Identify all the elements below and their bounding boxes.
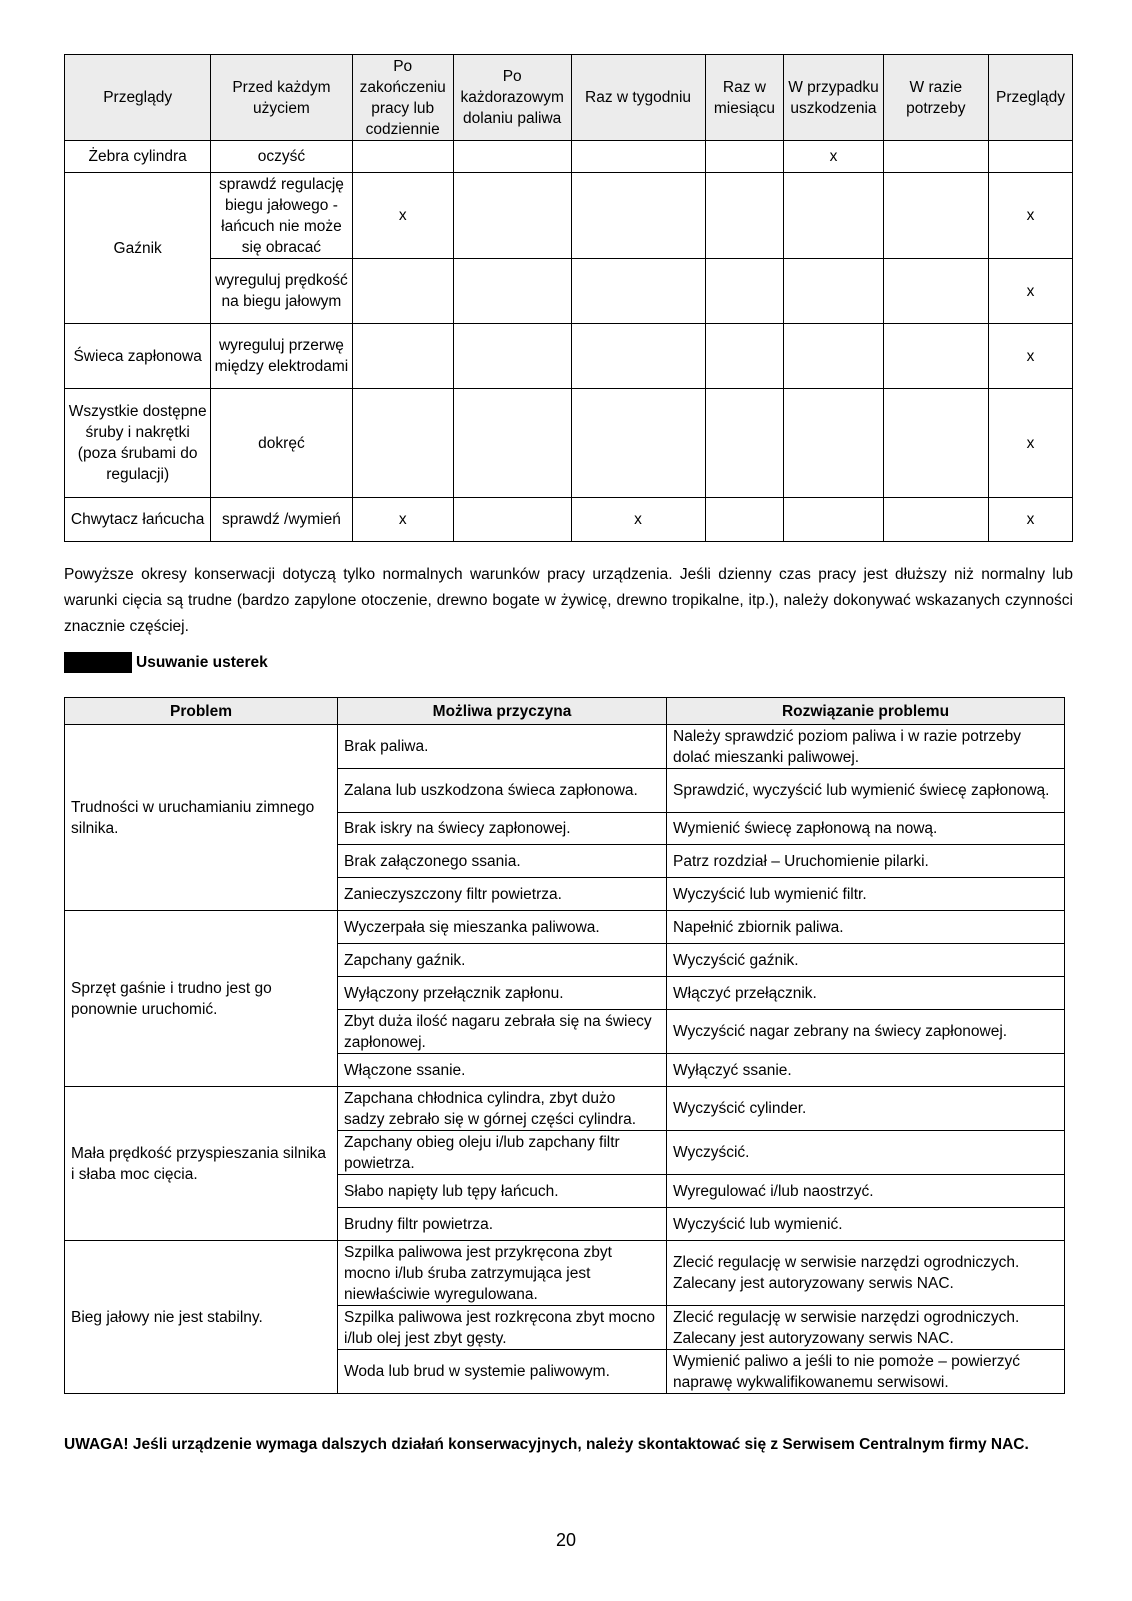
table-cell [453, 389, 571, 498]
table-cell: Gaźnik [65, 173, 211, 324]
table-cell [705, 498, 784, 542]
table-cell: x [989, 259, 1073, 324]
table-row [65, 1241, 1065, 1306]
header-cell: W przypadku uszkodzenia [784, 55, 883, 141]
table-cell: wyreguluj prędkość na biegu jałowym [211, 259, 352, 324]
table-cell [705, 259, 784, 324]
solution-cell: Wyczyścić cylinder. [667, 1087, 1065, 1131]
header-cell: W razie potrzeby [883, 55, 988, 141]
solution-cell: Sprawdzić, wyczyścić lub wymienić świecę zapłonową. [667, 769, 1065, 813]
cause-cell: Brudny filtr powietrza. [338, 1208, 667, 1241]
troubleshooting-table [64, 697, 1065, 1394]
table-cell: oczyść [211, 141, 352, 173]
table-cell: x [352, 498, 453, 542]
table-cell [453, 259, 571, 324]
cause-cell: Brak iskry na świecy zapłonowej. [338, 813, 667, 845]
header-cell: Raz w miesiącu [705, 55, 784, 141]
solution-cell: Wyczyścić lub wymienić filtr. [667, 878, 1065, 911]
maintenance-note: Powyższe okresy konserwacji dotyczą tylko normalnych warunków pracy urządzenia. Jeśli dzienny czas pracy jest dłuższy niż normalny lub warunki cięcia są trudne (bardzo zapylone otoczenie, drewno bogate w żywicę, drewno tropikalne, itp.), należy dokonywać wskazanych czynności znacznie częściej. [64, 566, 1073, 635]
cause-cell: Zbyt duża ilość nagaru zebrała się na świecy zapłonowej. [338, 1010, 667, 1054]
section-title: Usuwanie usterek [136, 653, 268, 671]
solution-cell: Wyczyścić lub wymienić. [667, 1208, 1065, 1241]
problem-cell: Bieg jałowy nie jest stabilny. [65, 1241, 338, 1394]
table-cell [705, 324, 784, 389]
warning-note: UWAGA! Jeśli urządzenie wymaga dalszych działań konserwacyjnych, należy skontaktować się z Serwisem Centralnym firmy NAC. [64, 1436, 1029, 1453]
table-row [65, 389, 1073, 498]
table-cell: sprawdź /wymień [211, 498, 352, 542]
table-cell [883, 498, 988, 542]
table-cell: sprawdź regulację biegu jałowego - łańcuch nie może się obracać [211, 173, 352, 259]
cause-cell: Szpilka paliwowa jest przykręcona zbyt mocno i/lub śruba zatrzymująca jest niewłaściwie wyregulowana. [338, 1241, 667, 1306]
cause-cell: Zalana lub uszkodzona świeca zapłonowa. [338, 769, 667, 813]
table-cell: wyreguluj przerwę między elektrodami [211, 324, 352, 389]
cause-cell: Wyczerpała się mieszanka paliwowa. [338, 911, 667, 944]
table-cell [453, 498, 571, 542]
table-cell [453, 324, 571, 389]
cause-cell: Szpilka paliwowa jest rozkręcona zbyt mocno i/lub olej jest zbyt gęsty. [338, 1306, 667, 1350]
header-cell: Problem [65, 698, 338, 725]
table-cell: dokręć [211, 389, 352, 498]
table-cell [784, 498, 883, 542]
table-cell [883, 259, 988, 324]
table-cell [571, 389, 705, 498]
cause-cell: Brak paliwa. [338, 725, 667, 769]
table-cell [453, 173, 571, 259]
table-cell [705, 389, 784, 498]
table-cell [883, 324, 988, 389]
cause-cell: Woda lub brud w systemie paliwowym. [338, 1350, 667, 1394]
table-cell [571, 173, 705, 259]
table-cell [883, 389, 988, 498]
troubleshooting-header-row [65, 698, 1065, 725]
header-cell: Przed każdym użyciem [211, 55, 352, 141]
cause-cell: Słabo napięty lub tępy łańcuch. [338, 1175, 667, 1208]
cause-cell: Zanieczyszczony filtr powietrza. [338, 878, 667, 911]
maintenance-header-row [65, 55, 1073, 141]
problem-cell: Trudności w uruchamianiu zimnego silnika. [65, 725, 338, 911]
header-cell: Przeglądy [65, 55, 211, 141]
header-cell: Możliwa przyczyna [338, 698, 667, 725]
header-cell: Raz w tygodniu [571, 55, 705, 141]
header-cell: Rozwiązanie problemu [667, 698, 1065, 725]
table-cell [989, 141, 1073, 173]
table-cell [784, 173, 883, 259]
table-row [65, 911, 1065, 944]
cause-cell: Zapchany obieg oleju i/lub zapchany filtr powietrza. [338, 1131, 667, 1175]
solution-cell: Zlecić regulację w serwisie narzędzi ogrodniczych. Zalecany jest autoryzowany serwis NAC. [667, 1306, 1065, 1350]
table-cell: Wszystkie dostępne śruby i nakrętki (poza śrubami do regulacji) [65, 389, 211, 498]
page-number: 20 [555, 1530, 577, 1550]
table-cell [571, 324, 705, 389]
troubleshooting-body [65, 725, 1065, 1394]
table-row [65, 498, 1073, 542]
table-cell: x [571, 498, 705, 542]
table-cell [705, 173, 784, 259]
section-marker [64, 652, 132, 673]
table-cell: x [784, 141, 883, 173]
table-cell: x [989, 173, 1073, 259]
solution-cell: Zlecić regulację w serwisie narzędzi ogrodniczych. Zalecany jest autoryzowany serwis NAC. [667, 1241, 1065, 1306]
table-row [65, 1087, 1065, 1131]
header-cell: Po każdorazowym dolaniu paliwa [453, 55, 571, 141]
table-cell: x [352, 173, 453, 259]
table-cell [352, 141, 453, 173]
cause-cell: Włączone ssanie. [338, 1054, 667, 1087]
table-row [65, 324, 1073, 389]
cause-cell: Zapchany gaźnik. [338, 944, 667, 977]
table-cell: Chwytacz łańcucha [65, 498, 211, 542]
table-cell: x [989, 389, 1073, 498]
table-cell [571, 259, 705, 324]
table-cell: x [989, 324, 1073, 389]
table-cell [571, 141, 705, 173]
header-cell: Przeglądy [989, 55, 1073, 141]
table-row [65, 141, 1073, 173]
solution-cell: Wyłączyć ssanie. [667, 1054, 1065, 1087]
solution-cell: Wyczyścić nagar zebrany na świecy zapłonowej. [667, 1010, 1065, 1054]
cause-cell: Brak załączonego ssania. [338, 845, 667, 878]
solution-cell: Należy sprawdzić poziom paliwa i w razie potrzeby dolać mieszanki paliwowej. [667, 725, 1065, 769]
solution-cell: Włączyć przełącznik. [667, 977, 1065, 1010]
table-cell [453, 141, 571, 173]
table-row [65, 725, 1065, 769]
solution-cell: Wymienić paliwo a jeśli to nie pomoże – powierzyć naprawę wykwalifikowanemu serwisowi. [667, 1350, 1065, 1394]
cause-cell: Zapchana chłodnica cylindra, zbyt dużo sadzy zebrało się w górnej części cylindra. [338, 1087, 667, 1131]
header-cell: Po zakończeniu pracy lub codziennie [352, 55, 453, 141]
table-row [65, 259, 1073, 324]
table-cell [784, 259, 883, 324]
solution-cell: Napełnić zbiornik paliwa. [667, 911, 1065, 944]
table-cell: Świeca zapłonowa [65, 324, 211, 389]
solution-cell: Wyczyścić gaźnik. [667, 944, 1065, 977]
solution-cell: Patrz rozdział – Uruchomienie pilarki. [667, 845, 1065, 878]
table-cell [352, 259, 453, 324]
table-cell [784, 389, 883, 498]
maintenance-table [64, 54, 1073, 542]
table-cell [352, 324, 453, 389]
solution-cell: Wyregulować i/lub naostrzyć. [667, 1175, 1065, 1208]
table-cell: x [989, 498, 1073, 542]
cause-cell: Wyłączony przełącznik zapłonu. [338, 977, 667, 1010]
solution-cell: Wyczyścić. [667, 1131, 1065, 1175]
problem-cell: Sprzęt gaśnie i trudno jest go ponownie uruchomić. [65, 911, 338, 1087]
table-cell: Żebra cylindra [65, 141, 211, 173]
section-heading [64, 651, 268, 674]
table-cell [883, 141, 988, 173]
table-cell [352, 389, 453, 498]
solution-cell: Wymienić świecę zapłonową na nową. [667, 813, 1065, 845]
table-row [65, 173, 1073, 259]
table-cell [883, 173, 988, 259]
table-cell [705, 141, 784, 173]
table-cell [784, 324, 883, 389]
problem-cell: Mała prędkość przyspieszania silnika i słaba moc cięcia. [65, 1087, 338, 1241]
